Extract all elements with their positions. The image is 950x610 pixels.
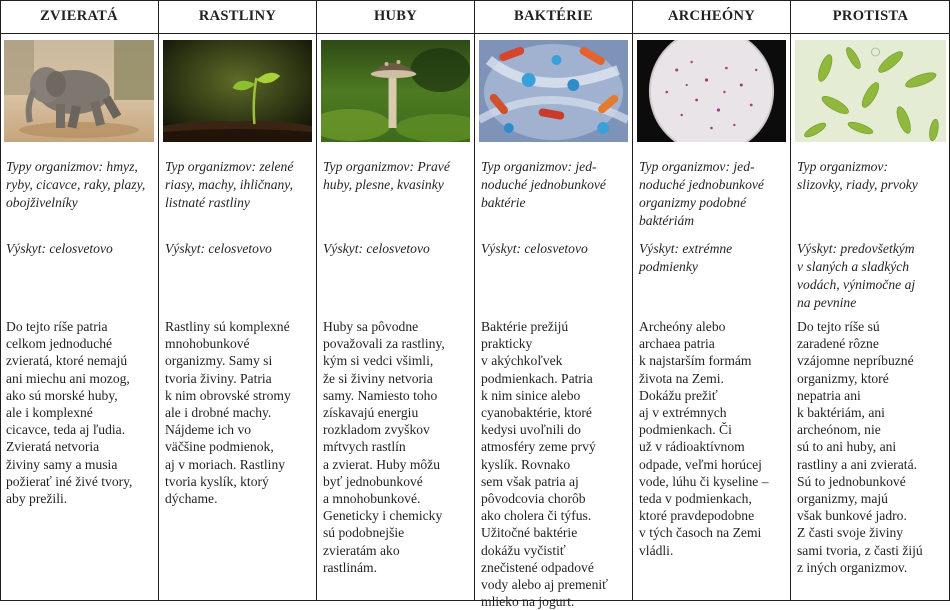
- column-rastliny: [159, 0, 317, 600]
- column-header: HUBY: [317, 0, 474, 34]
- occurrence: Výskyt: celosvetovo: [323, 241, 430, 256]
- description: Rastliny sú komplexné mnohobunkové organizmy. Samy si tvoria živiny. Patria k nim obrovské stromy ale i drobné machy. Nájdeme ich vo väčšine podmienok, aj v moriach. Rastliny tvoria kyslík, ktorý dýchame.: [165, 319, 291, 507]
- organism-types: Typ organizmov: Pravé huby, plesne, kvasinky: [323, 159, 450, 192]
- euglena-microscope-photo: [795, 40, 946, 142]
- description: Do tejto ríše patria celkom jednoduché zvieratá, ktoré nemajú ani miechu ani mozog, ako sú morské huby, ale i komplexné cicavce, teda aj ľudia. Zvieratá netvoria živiny samy a musia požierať iné živé tvory, aby prežili.: [6, 319, 133, 507]
- occurrence: Výskyt: celosvetovo: [481, 241, 588, 256]
- column-bakterie: [475, 0, 633, 610]
- organism-types: Typ organizmov: slizovky, riady, prvoky: [797, 159, 918, 192]
- mushroom-photo: [321, 40, 470, 142]
- organism-types: Typ organizmov: jed- noduché jednobunkové baktérie: [481, 159, 606, 210]
- description: Do tejto ríše sú zaradené rôzne vzájomne nepríbuzné organizmy, ktoré nepatria ani k baktériám, ani archeónom, nie sú to ani huby, ani rastliny a ani zvieratá. Sú to jednobunkové organizmy, majú však bunkové jadro. Z časti svoje živiny sami tvoria, z časti žijú z iných organizmov.: [797, 319, 923, 575]
- column-archeony: [633, 0, 791, 600]
- column-header: RASTLINY: [159, 0, 316, 34]
- organism-types: Typ organizmov: jed- noduché jednobunkové organizmy podobné baktériám: [639, 159, 764, 228]
- organism-types: Typ organizmov: zelené riasy, machy, ihličnany, listnaté rastliny: [165, 159, 294, 210]
- column-header: BAKTÉRIE: [475, 0, 632, 34]
- description: Baktérie prežijú prakticky v akýchkoľvek podmienkach. Patria k nim sinice alebo cyanobaktérie, ktoré kedysi uvoľnili do atmosféry zeme prvý kyslík. Rovnako sem však patria aj pôvodcovia chorôb ako cholera či týfus. Užitočné baktérie dokážu vyčistiť znečistené odpadové vody alebo aj premeniť mlieko na jogurt.: [481, 319, 608, 610]
- column-protista: [791, 0, 950, 600]
- bacteria-illustration: [479, 40, 628, 142]
- column-huby: [317, 0, 475, 600]
- column-header: PROTISTA: [791, 0, 950, 34]
- description: Archeóny alebo archaea patria k najstarším formám života na Zemi. Dokážu prežiť aj v extrémnych podmienkach. Či už v rádioaktívnom odpade, veľmi horúcej vode, lúhu či kyseline – teda v podmienkach, ktoré pravdepodobne v tých časoch na Zemi vládli.: [639, 319, 769, 558]
- column-zvierata: [0, 0, 159, 600]
- occurrence: Výskyt: celosvetovo: [6, 241, 113, 256]
- occurrence: Výskyt: celosvetovo: [165, 241, 272, 256]
- column-header: ARCHEÓNY: [633, 0, 790, 34]
- organism-types: Typy organizmov: hmyz, ryby, cicavce, raky, plazy, obojživelníky: [6, 159, 146, 210]
- occurrence: Výskyt: extrémne podmienky: [639, 241, 733, 274]
- petri-dish-photo: [637, 40, 786, 142]
- occurrence: Výskyt: predovšetkým v slaných a sladkých vodách, výnimočne aj na pevnine: [797, 241, 916, 310]
- column-header: ZVIERATÁ: [0, 0, 158, 34]
- description: Huby sa pôvodne považovali za rastliny, kým si vedci všimli, že si živiny netvoria samy. Namiesto toho získavajú energiu rozkladom zvyškov mŕtvych rastlín a zvierat. Huby môžu byť jednobunkové a mnohobunkové. Geneticky i chemicky sú podobnejšie zvieratám ako rastlinám.: [323, 319, 445, 575]
- seedling-photo: [163, 40, 312, 142]
- elephant-calf-photo: [4, 40, 154, 142]
